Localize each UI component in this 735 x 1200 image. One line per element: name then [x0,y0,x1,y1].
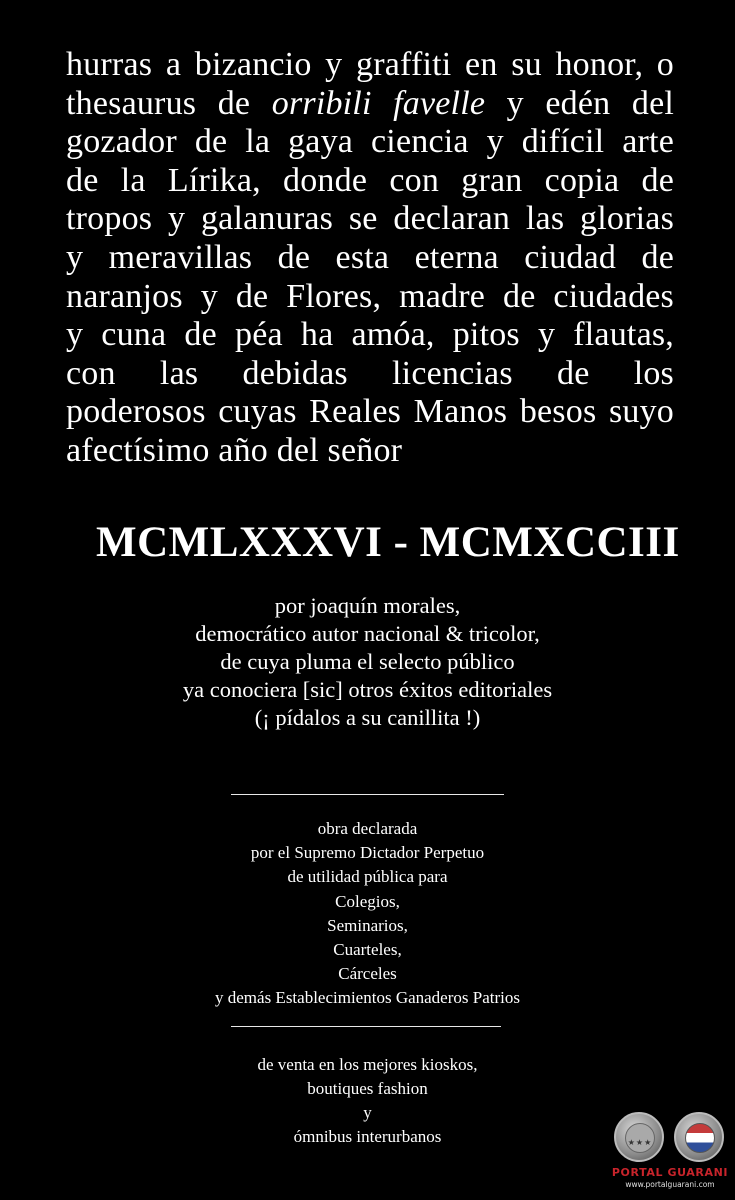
paragraph-line: afectísimo año del señor [66,431,403,469]
divider-top [231,794,504,795]
paragraph-line: y cuna de péa ha amóa, pitos y flautas, [66,316,674,354]
watermark-title: PORTAL GUARANI [611,1166,729,1179]
paragraph-line [66,85,674,124]
decree-line: y demás Establecimientos Ganaderos Patrios [215,988,520,1008]
paragraph-line: gozador de la gaya ciencia y difícil arte [66,123,674,161]
decree-line: por el Supremo Dictador Perpetuo [250,843,485,863]
author-line: democrático autor nacional & tricolor, [195,621,540,646]
author-line: (¡ pídalos a su canillita !) [254,705,481,730]
seal-stars-icon [614,1112,664,1162]
watermark-url: www.portalguarani.com [625,1180,715,1189]
sale-line: boutiques fashion [307,1079,428,1098]
sale-line: ómnibus interurbanos [293,1127,442,1146]
paragraph-text: y edén del [485,84,675,122]
decree-line: Cuarteles, [333,940,402,960]
paragraph-line: hurras a bizancio y graffiti en su honor, o [66,46,674,83]
sale-line: de venta en los mejores kioskos, [257,1055,478,1074]
divider-bottom [231,1026,501,1027]
paragraph-line: de la Lírika, donde con gran copia de [66,161,674,199]
main-paragraph [66,46,674,471]
italic-phrase: orribili favelle [271,84,486,122]
paragraph-line: con las debidas licencias de los [66,354,674,392]
decree-line: obra declarada [317,819,418,838]
sale-line: y [363,1103,372,1122]
paragraph-line: naranjos y de Flores, madre de ciudades [66,277,674,315]
paragraph-line: tropos y galanuras se declaran las glorias [66,200,674,238]
flag-icon [685,1123,715,1153]
stars-icon: ★★★ [627,1138,653,1147]
decree-block [0,817,735,1011]
decree-line: de utilidad pública para [287,867,448,887]
author-block [0,592,735,732]
paragraph-text: thesaurus de [66,84,272,122]
years-heading: MCMLXXXVI - MCMXCCIII [96,519,680,566]
author-line: ya conociera [sic] otros éxitos editoriales [182,677,553,702]
paragraph-line: y meravillas de esta eterna ciudad de [66,238,674,276]
portal-guarani-watermark [610,1112,730,1196]
author-line: de cuya pluma el selecto público [220,649,515,674]
author-line: por joaquín morales, [274,593,461,618]
seal-inner [625,1123,655,1153]
decree-line: Colegios, [335,891,400,911]
seal-flag-icon [674,1112,724,1162]
decree-line: Seminarios, [327,915,408,935]
paragraph-line: poderosos cuyas Reales Manos besos suyo [66,393,674,431]
decree-line: Cárceles [338,964,397,984]
